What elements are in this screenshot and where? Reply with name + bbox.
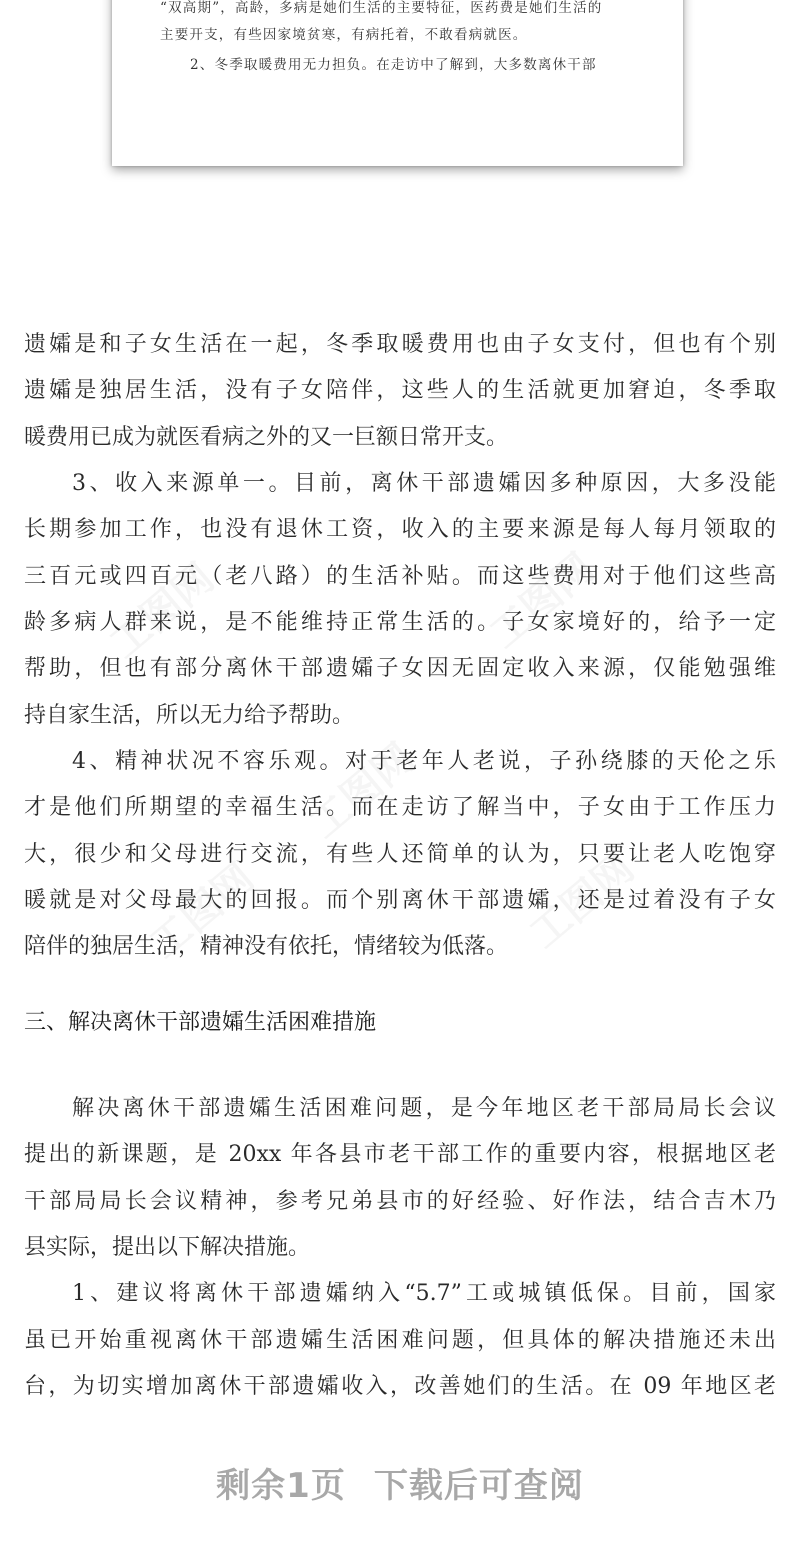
paragraph-line: 遗孀是独居生活，没有子女陪伴，这些人的生活就更加窘迫，冬季取 <box>24 378 776 403</box>
preview-line: 2、冬季取暖费用无力担负。在走访中了解到，大多数离休干部 <box>190 57 597 73</box>
watermark: 工图网 <box>301 734 423 848</box>
download-to-view-label: 下载后可查阅 <box>373 1466 584 1506</box>
paragraph-line: 遗孀是和子女生活在一起，冬季取暖费用也由子女支付，但也有个别 <box>24 332 776 357</box>
paragraph-line: 龄多病人群来说，是不能维持正常生活的。子女家境好的，给予一定 <box>24 610 776 635</box>
remaining-pages-banner[interactable] <box>0 1458 800 1507</box>
paragraph-line: 暖就是对父母最大的回报。而个别离休干部遗孀，还是过着没有子女 <box>24 888 776 913</box>
preview-line: 主要开支，有些因家境贫寒，有病托着，不敢看病就医。 <box>160 27 528 43</box>
paragraph-line: 帮助，但也有部分离休干部遗孀子女因无固定收入来源，仅能勉强维 <box>24 656 776 681</box>
paragraph-line: 解决离休干部遗孀生活困难问题，是今年地区老干部局局长会议 <box>72 1096 776 1121</box>
paragraph-line: 持自家生活，所以无力给予帮助。 <box>24 703 355 728</box>
paragraph-line: 3、收入来源单一。目前，离休干部遗孀因多种原因，大多没能 <box>72 471 776 496</box>
watermark: 工图网 <box>521 844 643 958</box>
watermark: 工图网 <box>101 554 223 668</box>
watermark: 工图网 <box>141 854 263 968</box>
preview-line: “双高期”，高龄，多病是她们生活的主要特征，医药费是她们生活的 <box>160 0 603 16</box>
paragraph-line: 提出的新课题，是 20xx 年各县市老干部工作的重要内容，根据地区老 <box>24 1142 776 1167</box>
paragraph-line: 陪伴的独居生活，精神没有依托，情绪较为低落。 <box>24 934 509 959</box>
paragraph-line: 台，为切实增加离休干部遗孀收入，改善她们的生活。在 09 年地区老 <box>24 1374 776 1399</box>
paragraph-line: 县实际，提出以下解决措施。 <box>24 1235 311 1260</box>
paragraph-line: 暖费用已成为就医看病之外的又一巨额日常开支。 <box>24 425 509 450</box>
remaining-pages-label: 剩余1页 <box>216 1466 346 1506</box>
paragraph-line: 4、精神状况不容乐观。对于老年人老说，子孙绕膝的天伦之乐 <box>72 749 776 774</box>
paragraph-line: 1、建议将离休干部遗孀纳入“5.7”工或城镇低保。目前，国家 <box>72 1281 776 1306</box>
paragraph-line: 三百元或四百元（老八路）的生活补贴。而这些费用对于他们这些高 <box>24 564 776 589</box>
paragraph-line: 大，很少和父母进行交流，有些人还简单的认为，只要让老人吃饱穿 <box>24 842 776 867</box>
paragraph-line: 长期参加工作，也没有退休工资，收入的主要来源是每人每月领取的 <box>24 517 776 542</box>
paragraph-line: 干部局局长会议精神，参考兄弟县市的好经验、好作法，结合吉木乃 <box>24 1189 776 1214</box>
paragraph-line: 才是他们所期望的幸福生活。而在走访了解当中，子女由于工作压力 <box>24 795 776 820</box>
watermark: 工图网 <box>481 544 603 658</box>
preview-page-card <box>112 0 683 166</box>
paragraph-line: 虽已开始重视离休干部遗孀生活困难问题，但具体的解决措施还未出 <box>24 1328 776 1353</box>
section-heading: 三、解决离休干部遗孀生活困难措施 <box>24 1010 377 1035</box>
